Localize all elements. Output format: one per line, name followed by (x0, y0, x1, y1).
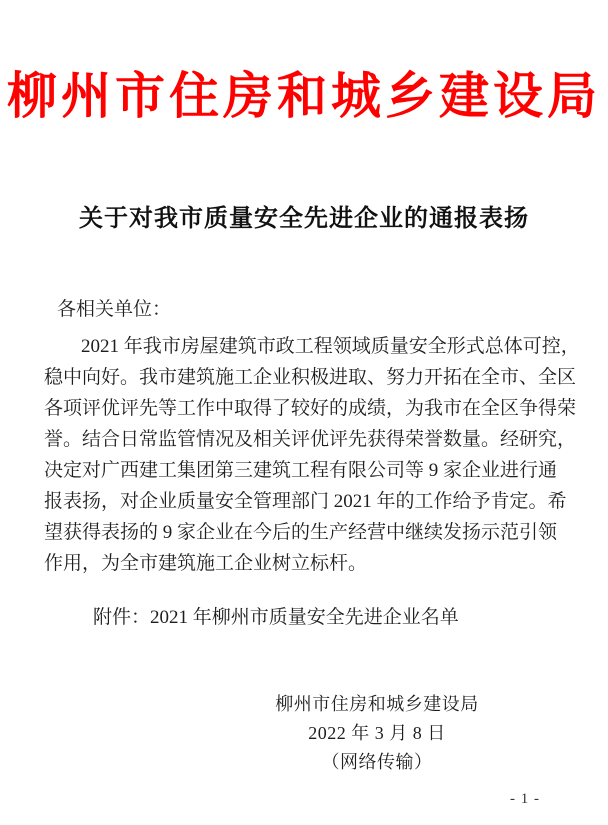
signature-date: 2022 年 3 月 8 日 (308, 723, 446, 743)
letterhead-agency-title: 柳州市住房和城乡建设局 (7, 68, 601, 124)
signature-agency: 柳州市住房和城乡建设局 (275, 694, 479, 714)
paragraph-line: 作用，为全市建筑施工企业树立标杆。 (44, 553, 368, 574)
paragraph-line: 各项评优评先等工作中取得了较好的成绩，为我市在全区争得荣 (44, 398, 577, 419)
paragraph-line: 2021 年我市房屋建筑市政工程领域质量安全形式总体可控， (81, 336, 580, 357)
paragraph-line: 誉。结合日常监管情况及相关评优评先获得荣誉数量。经研究， (44, 429, 577, 450)
signature-block (240, 690, 514, 777)
paragraph-line: 决定对广西建工集团第三建筑工程有限公司等 9 家企业进行通 (44, 460, 558, 481)
document-title: 关于对我市质量安全先进企业的通报表扬 (79, 206, 529, 232)
body-paragraph (44, 331, 580, 579)
paragraph-line: 报表扬，对企业质量安全管理部门 2021 年的工作给予肯定。希 (44, 491, 567, 512)
paragraph-line: 望获得表扬的 9 家企业在今后的生产经营中继续发扬示范引领 (44, 522, 558, 543)
attachment-line: 附件：2021 年柳州市质量安全先进企业名单 (93, 607, 459, 628)
paragraph-line: 稳中向好。我市建筑施工企业积极进取、努力开拓在全市、全区 (44, 367, 577, 388)
salutation: 各相关单位： (57, 299, 172, 320)
page-number: - 1 - (510, 791, 540, 807)
signature-delivery: （网络传输） (321, 752, 433, 772)
